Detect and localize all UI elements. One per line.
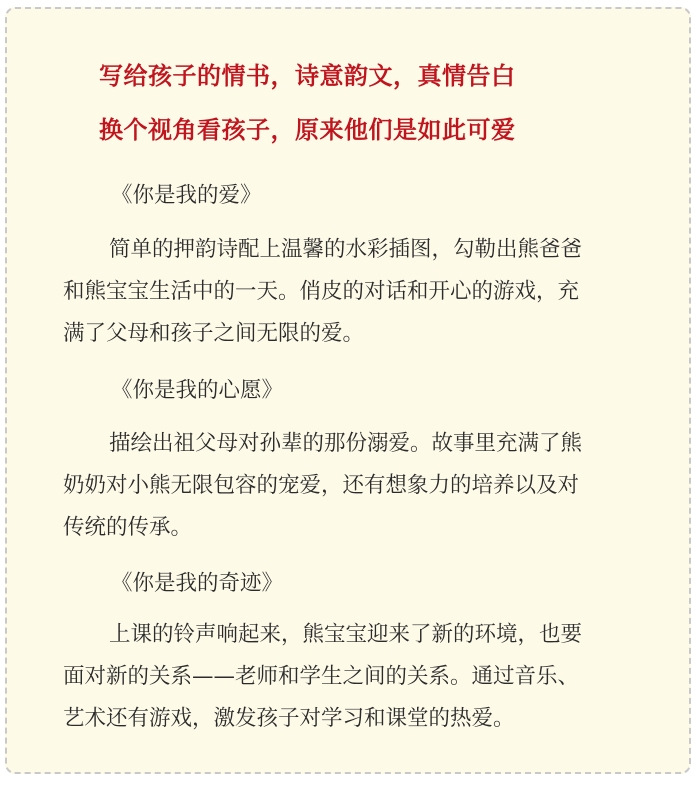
book-description-1 [63, 229, 675, 355]
book-description-2 [63, 423, 675, 549]
description-line: 上课的铃声响起来，熊宝宝迎来了新的环境，也要 [109, 622, 583, 647]
content-card [5, 7, 691, 774]
description-line: 奶奶对小熊无限包容的宠爱，还有想象力的培养以及对 [63, 473, 580, 498]
description-line: 和熊宝宝生活中的一天。俏皮的对话和开心的游戏，充 [63, 279, 580, 304]
headline-1: 写给孩子的情书，诗意韵文，真情告白 [99, 62, 516, 90]
book-title-1: 《你是我的爱》 [111, 183, 262, 208]
book-title-3: 《你是我的奇迹》 [111, 571, 284, 596]
description-line: 简单的押韵诗配上温馨的水彩插图，勾勒出熊爸爸 [109, 237, 583, 262]
description-line: 满了父母和孩子之间无限的爱。 [63, 321, 365, 346]
description-line: 传统的传承。 [63, 515, 193, 540]
description-line: 描绘出祖父母对孙辈的那份溺爱。故事里充满了熊 [109, 431, 583, 456]
description-line: 面对新的关系——老师和学生之间的关系。通过音乐、 [63, 664, 580, 689]
description-line: 艺术还有游戏，激发孩子对学习和课堂的热爱。 [63, 706, 515, 731]
book-description-3 [63, 614, 675, 740]
book-title-2: 《你是我的心愿》 [111, 378, 284, 403]
headline-2: 换个视角看孩子，原来他们是如此可爱 [99, 116, 516, 144]
